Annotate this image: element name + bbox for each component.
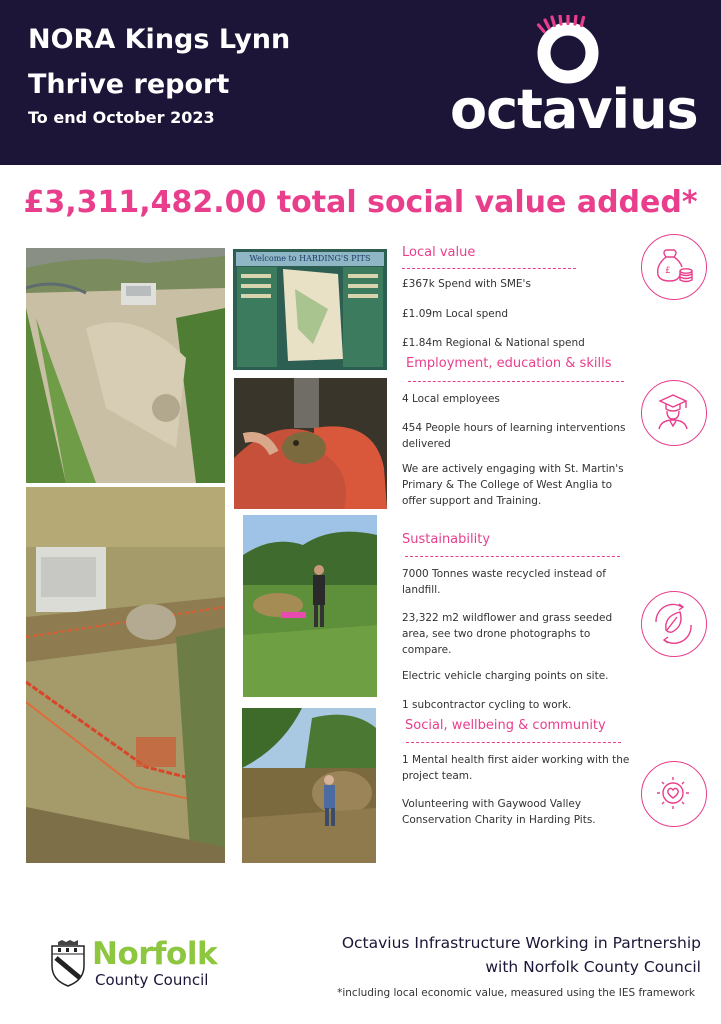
graduate-icon [642, 381, 705, 444]
volunteer-in-meadow-photo [243, 515, 377, 697]
drone-photo-before [26, 248, 225, 483]
employment-item: 4 Local employees [402, 393, 500, 405]
partnership-line2: with Norfolk County Council [485, 958, 701, 976]
sustainability-item: Electric vehicle charging points on site. [402, 670, 609, 682]
header-banner [0, 0, 721, 165]
sustainability-item: 7000 Tonnes waste recycled instead of landfill. [402, 568, 606, 596]
section-title-local-value: Local value [402, 245, 476, 260]
report-title-line2: Thrive report [28, 69, 230, 100]
section-divider [408, 381, 624, 382]
local-value-icon-circle [641, 234, 707, 300]
heart-sparkle-icon [642, 762, 705, 825]
sustainability-item: 1 subcontractor cycling to work. [402, 699, 572, 711]
sustainability-icon-circle [641, 591, 707, 657]
report-title-line1: NORA Kings Lynn [28, 24, 291, 55]
employment-item: We are actively engaging with St. Martin's Primary & The College of West Anglia to offer support and Training. [402, 463, 624, 507]
partnership-line1: Octavius Infrastructure Working in Partnership [341, 934, 701, 952]
report-period: To end October 2023 [28, 108, 215, 127]
signboard-title: Welcome to HARDING'S PITS [249, 254, 371, 263]
section-divider [405, 556, 620, 557]
social-icon-circle [641, 761, 707, 827]
ies-footnote: *including local economic value, measured using the IES framework [337, 987, 695, 999]
social-item: Volunteering with Gaywood Valley Conservation Charity in Harding Pits. [402, 798, 596, 826]
section-title-sustainability: Sustainability [402, 532, 491, 547]
leaf-recycle-icon [642, 592, 705, 655]
local-value-item: £1.09m Local spend [402, 308, 509, 320]
local-value-item: £1.84m Regional & National spend [402, 337, 585, 349]
social-item: 1 Mental health first aider working with the project team. [402, 754, 630, 782]
local-value-item: £367k Spend with SME's [402, 278, 531, 290]
sustainability-item: 23,322 m2 wildflower and grass seeded area, see two drone photographs to compare. [402, 612, 613, 656]
section-divider [402, 268, 576, 269]
drone-photo-after [26, 487, 225, 863]
norfolk-crest-icon [50, 940, 86, 988]
total-social-value-headline: £3,311,482.00 total social value added* [23, 185, 698, 220]
octavius-logo-icon [532, 15, 604, 87]
council-name: Norfolk [92, 936, 218, 972]
section-title-employment: Employment, education & skills [406, 356, 612, 371]
section-title-social: Social, wellbeing & community [405, 718, 606, 733]
employment-item: 454 People hours of learning interventions delivered [402, 422, 626, 450]
money-bag-coins-icon [642, 235, 705, 298]
employment-icon-circle [641, 380, 707, 446]
council-subtitle: County Council [95, 971, 209, 989]
svg-text:£: £ [665, 266, 671, 276]
toad-in-hand-photo [234, 378, 387, 509]
volunteering-clearing-photo [242, 708, 376, 863]
hardings-pits-signboard-photo [233, 249, 387, 370]
section-divider [406, 742, 621, 743]
octavius-logo-text: octavius [450, 78, 698, 141]
